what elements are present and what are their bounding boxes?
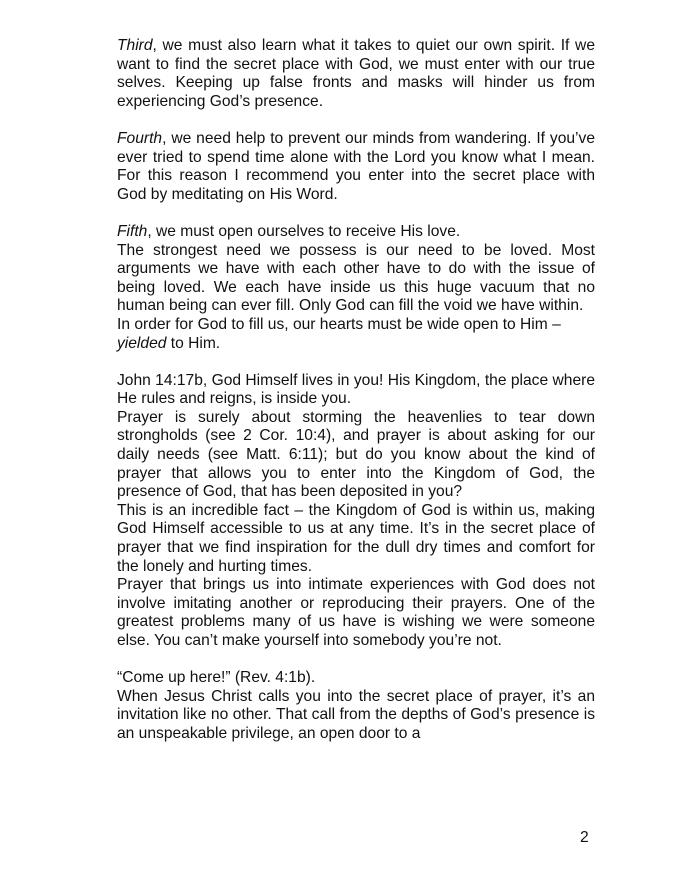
paragraph-line	[117, 223, 595, 242]
paragraph-text: , we must also learn what it takes to quiet our own spirit. If we want to find the secret place with God, we must enter with our true selves. Keeping up false fronts and masks will hinder us from experiencing God’s presence.	[117, 37, 595, 110]
paragraph-text: This is an incredible fact – the Kingdom of God is within us, making God Himself accessible to us at any time. It’s in the secret place of prayer that we find inspiration for the dull dry times and comfort for the lonely and hurting times.	[117, 501, 595, 575]
page-number: 2	[580, 829, 589, 846]
paragraph-line	[117, 316, 595, 353]
paragraph-text: “Come up here!” (Rev. 4:1b).	[117, 669, 316, 687]
paragraph-text: to Him.	[166, 334, 221, 352]
paragraph-come-up	[117, 669, 595, 743]
paragraph-text: , we must open ourselves to receive His love.	[147, 222, 461, 240]
paragraph-text: Prayer is surely about storming the heavenlies to tear down strongholds (see 2 Cor. 10:4), and prayer is about asking for our daily needs (see Matt. 6:11); but do you know about the kind of prayer that allows you to enter into the Kingdom of God, the presence of God, that has been deposited in you?	[117, 408, 595, 501]
italic-lead: Fifth	[117, 222, 148, 240]
paragraph-text: , we need help to prevent our minds from wandering. If you’ve ever tried to spend time alone with the Lord you know what I mean. For this reason I recommend you enter into the secret place with God by meditating on His Word.	[117, 129, 595, 203]
paragraph-line	[117, 37, 595, 111]
paragraph-text: John 14:17b, God Himself lives in you! His Kingdom, the place where He rules and reigns, is inside you.	[117, 371, 595, 408]
paragraph-fifth	[117, 223, 595, 353]
paragraph-line	[117, 130, 595, 204]
paragraph-third	[117, 37, 595, 111]
paragraph-text: When Jesus Christ calls you into the secret place of prayer, it’s an invitation like no other. That call from the depths of God’s presence is an unspeakable privilege, an open door to a	[117, 687, 595, 742]
italic-word: yielded	[117, 334, 167, 352]
paragraph-text: The strongest need we possess is our need to be loved. Most arguments we have with each other have to do with the issue of being loved. We each have inside us this huge vacuum that no human being can ever fill. Only God can fill the void we have within.	[117, 241, 595, 315]
italic-lead: Fourth	[117, 129, 163, 147]
paragraph-text: Prayer that brings us into intimate experiences with God does not involve imitating another or reproducing their prayers. One of the greatest problems many of us have is wishing we were someone else. You can’t make yourself into somebody you’re not.	[117, 576, 595, 649]
paragraph-text: In order for God to fill us, our hearts must be wide open to Him –	[117, 315, 561, 333]
paragraph-fourth	[117, 130, 595, 204]
document-body	[117, 37, 595, 762]
paragraph-kingdom	[117, 372, 595, 651]
italic-lead: Third	[117, 37, 153, 54]
